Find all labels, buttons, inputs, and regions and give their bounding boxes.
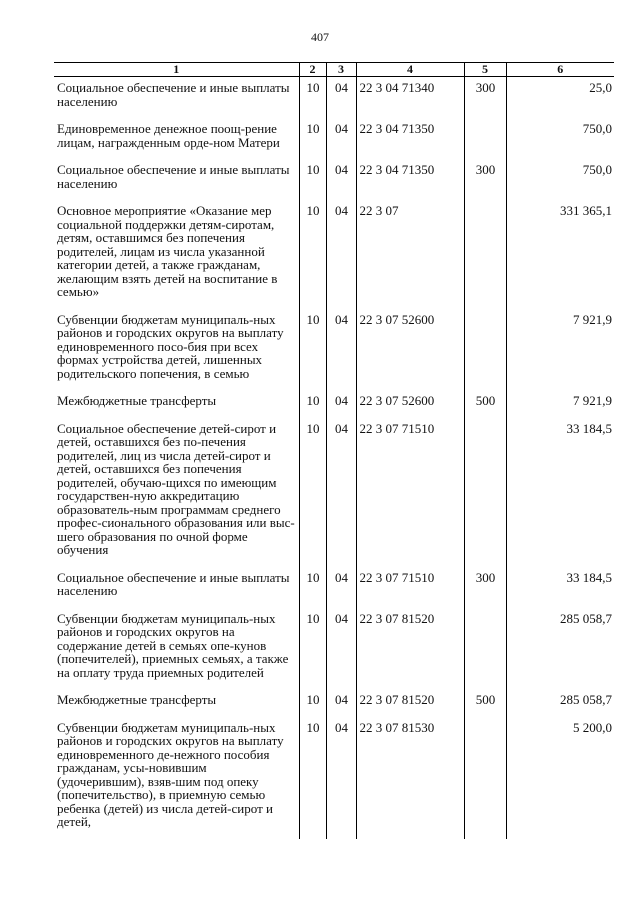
row-expense-type: 300 xyxy=(464,159,506,200)
row-amount: 33 184,5 xyxy=(506,567,614,608)
row-name: Социальное обеспечение и иные выплаты населению xyxy=(57,569,290,598)
col-header-2: 2 xyxy=(299,63,326,77)
row-target-code: 22 3 04 71340 xyxy=(356,77,464,119)
row-target-code: 22 3 07 52600 xyxy=(356,309,464,391)
row-subsection: 04 xyxy=(326,717,356,839)
table-row xyxy=(54,118,614,159)
row-target-code: 22 3 07 52600 xyxy=(356,390,464,418)
row-section: 10 xyxy=(299,159,326,200)
row-name: Социальное обеспечение и иные выплаты населению xyxy=(57,162,290,191)
table-row xyxy=(54,608,614,690)
row-expense-type xyxy=(464,717,506,839)
row-name: Социальное обеспечение детей-сирот и детей, оставшихся без по-печения родителей, лиц из числа детей-сирот и детей, оставшихся без попечения родителей, обучаю-щихся по имеющим государствен-ную аккредитацию образователь-ным программам среднего профес-сионального образования или выс-шего образования по очной форме обучения xyxy=(57,420,295,557)
budget-table xyxy=(54,62,614,839)
row-target-code: 22 3 07 xyxy=(356,200,464,309)
row-target-code: 22 3 04 71350 xyxy=(356,118,464,159)
row-target-code: 22 3 04 71350 xyxy=(356,159,464,200)
table-row xyxy=(54,717,614,839)
row-expense-type: 500 xyxy=(464,689,506,717)
table-row xyxy=(54,159,614,200)
row-subsection: 04 xyxy=(326,200,356,309)
row-subsection: 04 xyxy=(326,309,356,391)
row-subsection: 04 xyxy=(326,689,356,717)
row-amount: 7 921,9 xyxy=(506,390,614,418)
row-subsection: 04 xyxy=(326,608,356,690)
row-expense-type xyxy=(464,309,506,391)
row-target-code: 22 3 07 71510 xyxy=(356,418,464,567)
page-number: 407 xyxy=(311,30,329,44)
row-section: 10 xyxy=(299,118,326,159)
table-row xyxy=(54,309,614,391)
table-row xyxy=(54,689,614,717)
row-section: 10 xyxy=(299,77,326,119)
row-name: Межбюджетные трансферты xyxy=(57,692,217,707)
row-subsection: 04 xyxy=(326,159,356,200)
row-section: 10 xyxy=(299,309,326,391)
row-amount: 285 058,7 xyxy=(506,689,614,717)
row-target-code: 22 3 07 81520 xyxy=(356,689,464,717)
row-amount: 285 058,7 xyxy=(506,608,614,690)
row-subsection: 04 xyxy=(326,390,356,418)
row-section: 10 xyxy=(299,689,326,717)
table-header-row xyxy=(54,63,614,77)
row-expense-type: 300 xyxy=(464,567,506,608)
row-subsection: 04 xyxy=(326,567,356,608)
row-section: 10 xyxy=(299,567,326,608)
row-name: Единовременное денежное поощ-рение лицам, награжденным орде-ном Матери xyxy=(57,121,280,150)
row-subsection: 04 xyxy=(326,118,356,159)
row-section: 10 xyxy=(299,200,326,309)
row-name: Субвенции бюджетам муниципаль-ных районов и городских округов на выплату единовременного де-нежного пособия гражданам, усы-новившим (удочерившим), взяв-шим под опеку (попечительство), в приемную семью ребенка (детей) из числа детей-сирот и детей, xyxy=(57,719,284,829)
row-section: 10 xyxy=(299,390,326,418)
row-expense-type xyxy=(464,418,506,567)
col-header-6: 6 xyxy=(506,63,614,77)
table-row xyxy=(54,390,614,418)
col-header-4: 4 xyxy=(356,63,464,77)
row-section: 10 xyxy=(299,717,326,839)
table-row xyxy=(54,77,614,119)
row-section: 10 xyxy=(299,608,326,690)
row-expense-type xyxy=(464,608,506,690)
row-target-code: 22 3 07 71510 xyxy=(356,567,464,608)
row-amount: 750,0 xyxy=(506,159,614,200)
row-target-code: 22 3 07 81520 xyxy=(356,608,464,690)
col-header-3: 3 xyxy=(326,63,356,77)
row-subsection: 04 xyxy=(326,418,356,567)
row-expense-type: 300 xyxy=(464,77,506,119)
row-expense-type xyxy=(464,118,506,159)
table-row xyxy=(54,567,614,608)
row-subsection: 04 xyxy=(326,77,356,119)
table-row xyxy=(54,418,614,567)
row-expense-type: 500 xyxy=(464,390,506,418)
row-amount: 331 365,1 xyxy=(506,200,614,309)
row-name: Субвенции бюджетам муниципаль-ных районов и городских округов на содержание детей в семьях опе-кунов (попечителей), приемных семьях, а также на оплату труда приемных родителей xyxy=(57,610,289,680)
row-section: 10 xyxy=(299,418,326,567)
row-amount: 25,0 xyxy=(506,77,614,119)
row-name: Межбюджетные трансферты xyxy=(57,393,217,408)
row-amount: 5 200,0 xyxy=(506,717,614,839)
col-header-5: 5 xyxy=(464,63,506,77)
col-header-1: 1 xyxy=(54,63,299,77)
row-name: Основное мероприятие «Оказание мер социальной поддержки детям-сиротам, детям, оставшимся без попечения родителей, лицам из числа указанной категории детей, а также гражданам, желающим взять детей на воспитание в семью» xyxy=(57,203,278,299)
row-expense-type xyxy=(464,200,506,309)
row-name: Социальное обеспечение и иные выплаты населению xyxy=(57,80,290,109)
row-amount: 7 921,9 xyxy=(506,309,614,391)
table-row xyxy=(54,200,614,309)
row-amount: 33 184,5 xyxy=(506,418,614,567)
row-name: Субвенции бюджетам муниципаль-ных районов и городских округов на выплату единовременного посо-бия при всех формах устройства детей, лишенных родительского попечения, в семью xyxy=(57,311,284,381)
row-amount: 750,0 xyxy=(506,118,614,159)
row-target-code: 22 3 07 81530 xyxy=(356,717,464,839)
